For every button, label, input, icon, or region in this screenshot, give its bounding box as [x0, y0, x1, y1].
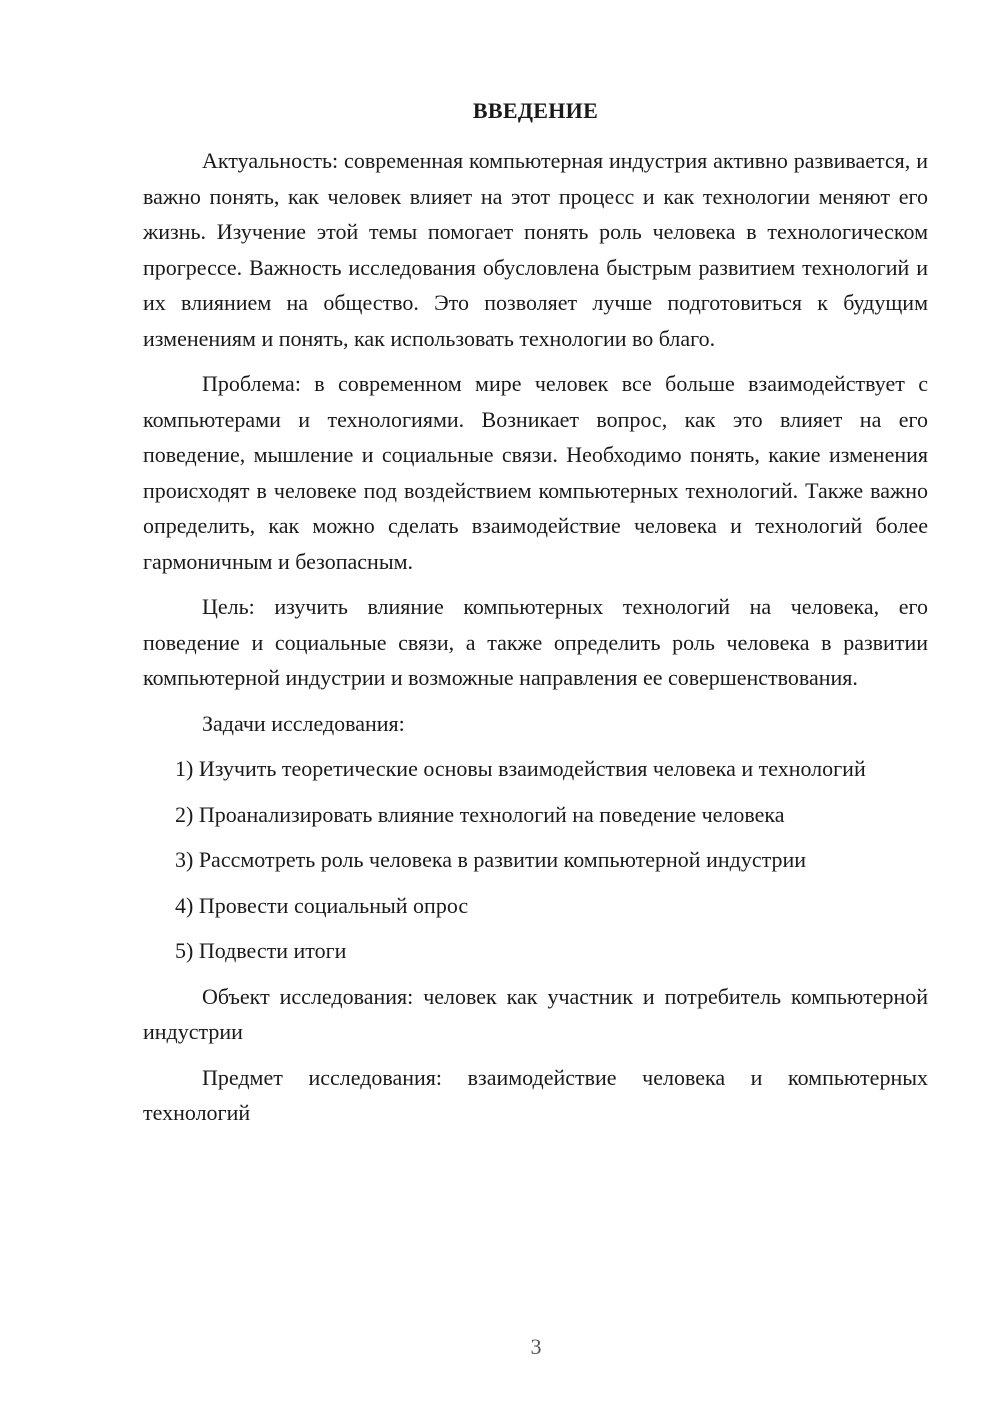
paragraph-goal: Цель: изучить влияние компьютерных технологий на человека, его поведение и социальные связи, а также определить роль человека в развитии компьютерной индустрии и возможные направления ее совершенствования. [143, 594, 928, 690]
list-item: 3) Рассмотреть роль человека в развитии компьютерной индустрии [175, 847, 807, 872]
document-body [143, 143, 928, 1141]
paragraph-object: Объект исследования: человек как участник и потребитель компьютерной индустрии [143, 983, 928, 1044]
paragraph-relevance: Актуальность: современная компьютерная индустрия активно развивается, и важно понять, как человек влияет на этот процесс и как технологии меняют его жизнь. Изучение этой темы помогает понять роль человека в технологическом прогрессе. Важность исследования обусловлена быстрым развитием технологий и их влиянием на общество. Это позволяет лучше подготовиться к будущим изменениям и понять, как использовать технологии во благо. [143, 148, 928, 351]
paragraph-problem: Проблема: в современном мире человек все больше взаимодействует с компьютерами и технологиями. Возникает вопрос, как это влияет на его поведение, мышление и социальные связи. Необходимо понять, какие изменения происходят в человеке под воздействием компьютерных технологий. Также важно определить, как можно сделать взаимодействие человека и технологий более гармоничным и безопасным. [143, 371, 928, 574]
paragraph-subject: Предмет исследования: взаимодействие человека и компьютерных технологий [143, 1064, 928, 1125]
page-title: ВВЕДЕНИЕ [472, 98, 599, 123]
list-item: 4) Провести социальный опрос [175, 892, 469, 918]
page-number: 3 [530, 1334, 542, 1359]
list-item: 2) Проанализировать влияние технологий на поведение человека [175, 801, 785, 827]
list-item: 5) Подвести итоги [175, 938, 347, 963]
tasks-heading: Задачи исследования: [202, 710, 405, 736]
list-item: 1) Изучить теоретические основы взаимодействия человека и технологий [175, 756, 866, 781]
tasks-list [143, 751, 928, 969]
